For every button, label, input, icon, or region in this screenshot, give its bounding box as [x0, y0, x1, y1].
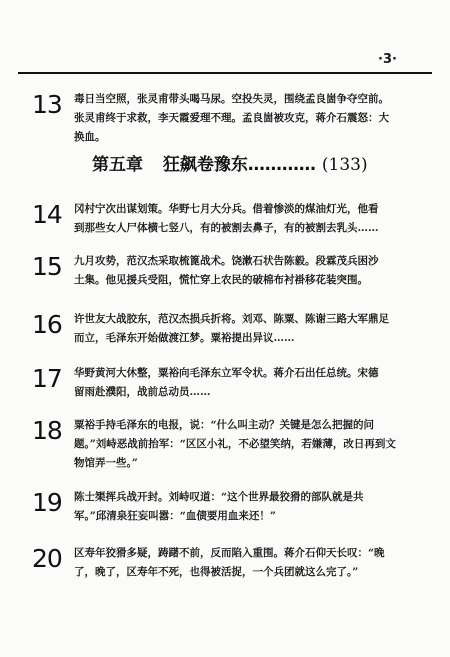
summary-line: 毒日当空照，张灵甫带头喝马尿。空投失灵，围绕孟良崮争夺空前。 [74, 93, 389, 105]
summary-line: 华野黄河大休整，粟裕向毛泽东立军令状。蒋介石出任总统。宋德 [74, 367, 379, 379]
summary-line: 张灵甫终于求救，李天霞爱理不理。孟良崮被攻克，蒋介石震怒：大 [74, 112, 389, 124]
entry-summary [74, 364, 434, 402]
entry-number: 19 [32, 488, 62, 517]
summary-line: 留雨赴濮阳，战前总动员…… [74, 386, 211, 398]
entry-number: 20 [32, 544, 62, 573]
summary-line: 而立，毛泽东开始做渡江梦。粟裕提出异议…… [74, 332, 295, 344]
chapter-label: 第五章 [92, 155, 143, 175]
page-number: ·3· [378, 52, 397, 67]
entry-summary [74, 90, 434, 147]
entry-number: 15 [32, 252, 62, 281]
entry-number: 17 [32, 364, 62, 393]
summary-line: 区寿年狡猾多疑，踌躇不前，反而陷入重围。蒋介石仰天长叹：“晚 [74, 547, 385, 559]
header-rule [18, 72, 432, 74]
summary-line: 物馆弄一些。” [74, 457, 138, 469]
summary-line: 题。”刘峙恶战前抬军：“区区小礼，不必望笑纳，若嫌薄，改日再到文 [74, 438, 396, 450]
entry-number: 14 [32, 200, 62, 229]
summary-line: 到那些女人尸体横七竖八，有的被割去鼻子，有的被割去乳头…… [74, 222, 379, 234]
chapter-title: 狂飙卷豫东 [162, 155, 248, 175]
summary-line: 九月攻势，范汉杰采取梳篦战术。饶漱石状告陈毅。段霖茂兵困沙 [74, 255, 379, 267]
entry-summary [74, 310, 434, 348]
entry-number: 16 [32, 310, 62, 339]
summary-line: 军。”邱清泉狂妄叫嚣：“血债要用血来还！” [74, 510, 276, 522]
entry-summary [74, 252, 434, 290]
summary-line: 了，晚了，区寿年不死，也得被活捉，一个兵团就这么完了。” [74, 566, 359, 578]
entry-number: 18 [32, 416, 62, 445]
summary-line: 土集。他见援兵受阻，慌忙穿上农民的破棉布衬褂移花装突围。 [74, 274, 368, 286]
chapter-page: (133) [321, 155, 368, 175]
entry-summary [74, 488, 434, 526]
entry-summary [74, 200, 434, 238]
entry-number: 13 [32, 90, 62, 119]
summary-line: 陈士榘挥兵战开封。刘峙叹道：“这个世界最狡猾的部队就是共 [74, 491, 364, 503]
summary-line: 粟裕手持毛泽东的电报，说：“什么叫主动？关键是怎么把握的问 [74, 419, 375, 431]
summary-line: 换血。 [74, 131, 106, 143]
chapter-leader-dots: ………… [247, 155, 316, 175]
entry-summary [74, 416, 434, 473]
summary-line: 冈村宁次出谋划策。华野七月大分兵。借着惨淡的煤油灯光，他看 [74, 203, 379, 215]
chapter-heading [92, 150, 432, 175]
summary-line: 许世友大战胶东，范汉杰损兵折将。刘邓、陈粟、陈谢三路大军鼎足 [74, 313, 389, 325]
entry-summary [74, 544, 434, 582]
